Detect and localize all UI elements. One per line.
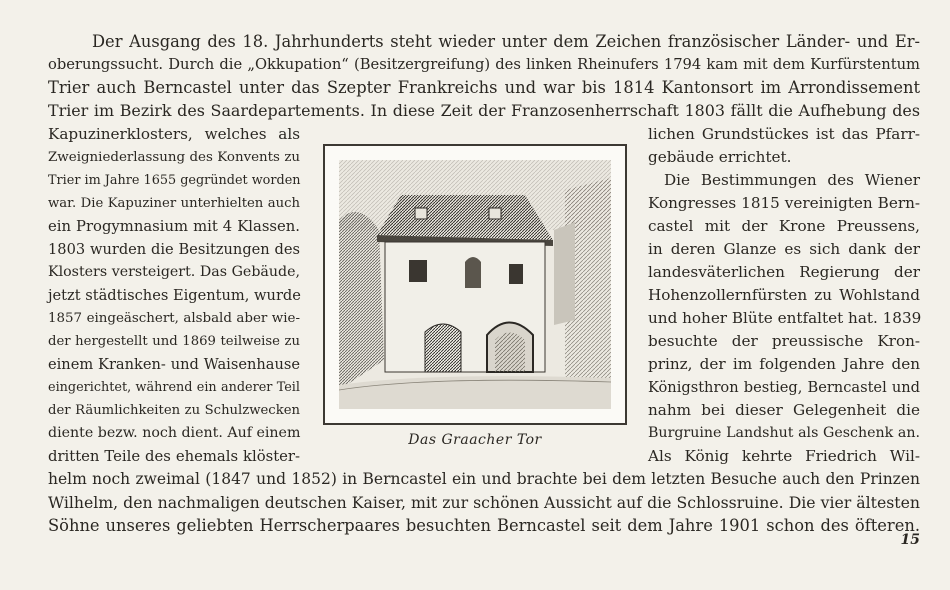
text-line: dritten Teile des ehemals klöster- (48, 448, 300, 465)
text-line: Die Bestimmungen des Wiener (664, 171, 920, 189)
figure-caption: Das Graacher Tor (408, 432, 542, 448)
text-line: in deren Glanze es sich dank der (648, 240, 920, 258)
text-line: Trier auch Berncastel unter das Szepter Frankreichs und war bis 1814 Kantonsort im Arrondissement (48, 78, 920, 97)
text-line: Burgruine Landshut als Geschenk an. (648, 425, 920, 441)
text-line: diente bezw. noch dient. Auf einem (48, 425, 301, 441)
text-line: der hergestellt und 1869 teilweise zu (48, 334, 300, 349)
text-line: gebäude errichtet. (648, 148, 792, 166)
text-line: 1857 eingeäschert, alsbald aber wie- (48, 311, 300, 326)
text-line: Kongresses 1815 vereinigten Bern- (648, 194, 920, 212)
text-line: landesväterlichen Regierung der (648, 263, 920, 281)
text-line: Kapuzinerklosters, welches als (48, 125, 300, 143)
text-line: lichen Grundstückes ist das Pfarr- (648, 125, 920, 143)
text-line: 1803 wurden die Besitzungen des (48, 241, 300, 258)
text-line: helm noch zweimal (1847 und 1852) in Berncastel ein und brachte bei dem letzten Besuche auch den Prinzen (48, 470, 920, 488)
text-line: Der Ausgang des 18. Jahrhunderts steht wieder unter dem Zeichen französischer Länder- und Er- (92, 32, 920, 51)
text-line: oberungssucht. Durch die „Okkupation“ (Besitzergreifung) des linken Rheinufers 1794 kam mit dem Kurfürstentum (48, 56, 920, 73)
text-line: Söhne unseres geliebten Herrscherpaares besuchten Berncastel seit dem Jahre 1901 schon des öfteren. (48, 516, 920, 535)
text-line: ein Progymnasium mit 4 Klassen. (48, 218, 300, 235)
text-line: besuchte der preussische Kron- (648, 332, 920, 350)
text-line: Klosters versteigert. Das Gebäude, (48, 264, 300, 280)
text-line: der Räumlichkeiten zu Schulzwecken (48, 403, 300, 418)
text-line: Trier im Bezirk des Saardepartements. In diese Zeit der Franzosenherrschaft 1803 fällt die Aufhebung des (48, 101, 920, 120)
text-line: Zweigniederlassung des Konvents zu (48, 150, 300, 165)
text-line: war. Die Kapuziner unterhielten auch (48, 196, 300, 211)
text-line: Trier im Jahre 1655 gegründet worden (48, 173, 301, 188)
text-line: Als König kehrte Friedrich Wil- (648, 447, 920, 465)
text-line: Königsthron bestieg, Berncastel und (648, 379, 920, 396)
gate-drawing (339, 160, 611, 409)
text-line: nahm bei dieser Gelegenheit die (648, 401, 920, 419)
text-line: jetzt städtisches Eigentum, wurde (48, 287, 301, 304)
illustration-graacher-tor (323, 144, 627, 425)
text-line: eingerichtet, während ein anderer Teil (48, 380, 300, 395)
text-line: Wilhelm, den nachmaligen deutschen Kaiser, mit zur schönen Aussicht auf die Schlossruine. Die vier ältesten (48, 493, 920, 512)
page-number: 15 (900, 532, 920, 548)
text-line: Hohenzollernfürsten zu Wohlstand (648, 286, 920, 304)
text-line: und hoher Blüte entfaltet hat. 1839 (648, 309, 922, 327)
text-line: castel mit der Krone Preussens, (648, 217, 920, 235)
text-line: prinz, der im folgenden Jahre den (648, 355, 920, 373)
text-line: einem Kranken- und Waisenhause (48, 356, 300, 373)
